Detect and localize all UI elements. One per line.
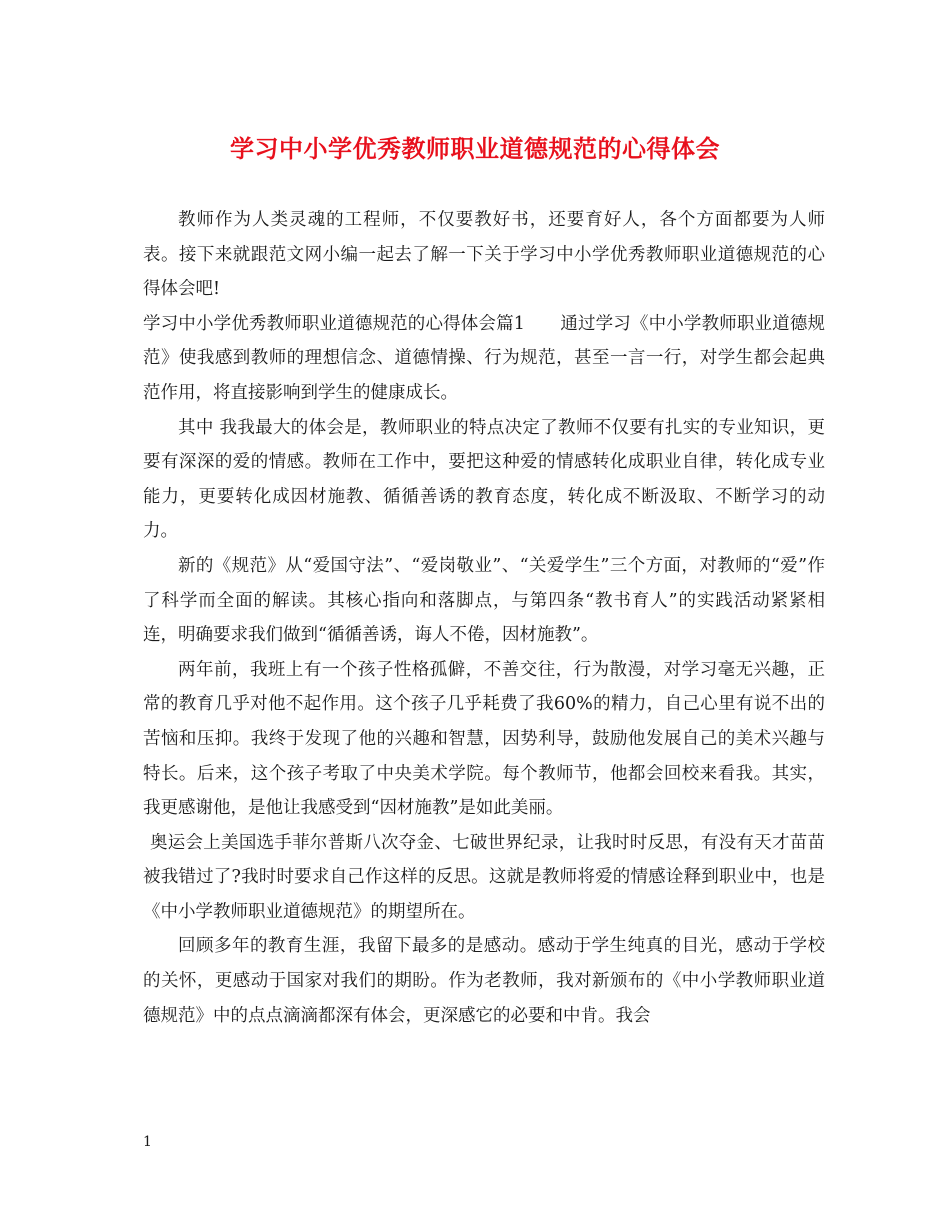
paragraph-main-insight: 其中 我我最大的体会是，教师职业的特点决定了教师不仅要有扎实的专业知识，更要有深深的爱的情感。教师在工作中，要把这种爱的情感转化成职业自律，转化成专业能力，更要转化成因材施教、循循善诱的教育态度，转化成不断汲取、不断学习的动力。 — [143, 417, 825, 542]
document-title: 学习中小学优秀教师职业道德规范的心得体会 — [230, 134, 720, 163]
paragraph-new-norms: 新的《规范》从“爱国守法”、“爱岗敬业”、“关爱学生”三个方面，对教师的“爱”作了科学而全面的解读。其核心指向和落脚点，与第四条“教书育人”的实践活动紧紧相连，明确要求我们做到“循循善诱，诲人不倦，因材施教”。 — [143, 555, 825, 646]
paragraph-career-review: 回顾多年的教育生涯，我留下最多的是感动。感动于学生纯真的目光，感动于学校的关怀，更感动于国家对我们的期盼。作为老教师，我对新颁布的《中小学教师职业道德规范》中的点点滴滴都深有体会，更深感它的必要和中肯。我会 — [143, 936, 825, 1026]
page-number: 1 — [143, 1134, 152, 1150]
document-body — [143, 203, 825, 1033]
paragraph-olympics-reflection: 奥运会上美国选手菲尔普斯八次夺金、七破世界纪录，让我时时反思，有没有天才苗苗被我错过了?我时时要求自己作这样的反思。这就是教师将爱的情感诠释到职业中，也是《中小学教师职业道德规范》的期望所在。 — [143, 832, 825, 922]
paragraph-intro: 教师作为人类灵魂的工程师，不仅要教好书，还要育好人，各个方面都要为人师表。接下来就跟范文网小编一起去了解一下关于学习中小学优秀教师职业道德规范的心得体会吧! — [143, 210, 825, 300]
paragraph-section-1: 学习中小学优秀教师职业道德规范的心得体会篇1 通过学习《中小学教师职业道德规范》使我感到教师的理想信念、道德情操、行为规范，甚至一言一行，对学生都会起典范作用，将直接影响到学生的健康成长。 — [143, 313, 825, 403]
paragraph-student-story: 两年前，我班上有一个孩子性格孤僻，不善交往，行为散漫，对学习毫无兴趣，正常的教育几乎对他不起作用。这个孩子几乎耗费了我60%的精力，自己心里有说不出的苦恼和压抑。我终于发现了他的兴趣和智慧，因势利导，鼓励他发展自己的美术兴趣与特长。后来，这个孩子考取了中央美术学院。每个教师节，他都会回校来看我。其实，我更感谢他，是他让我感受到“因材施教”是如此美丽。 — [143, 659, 825, 819]
